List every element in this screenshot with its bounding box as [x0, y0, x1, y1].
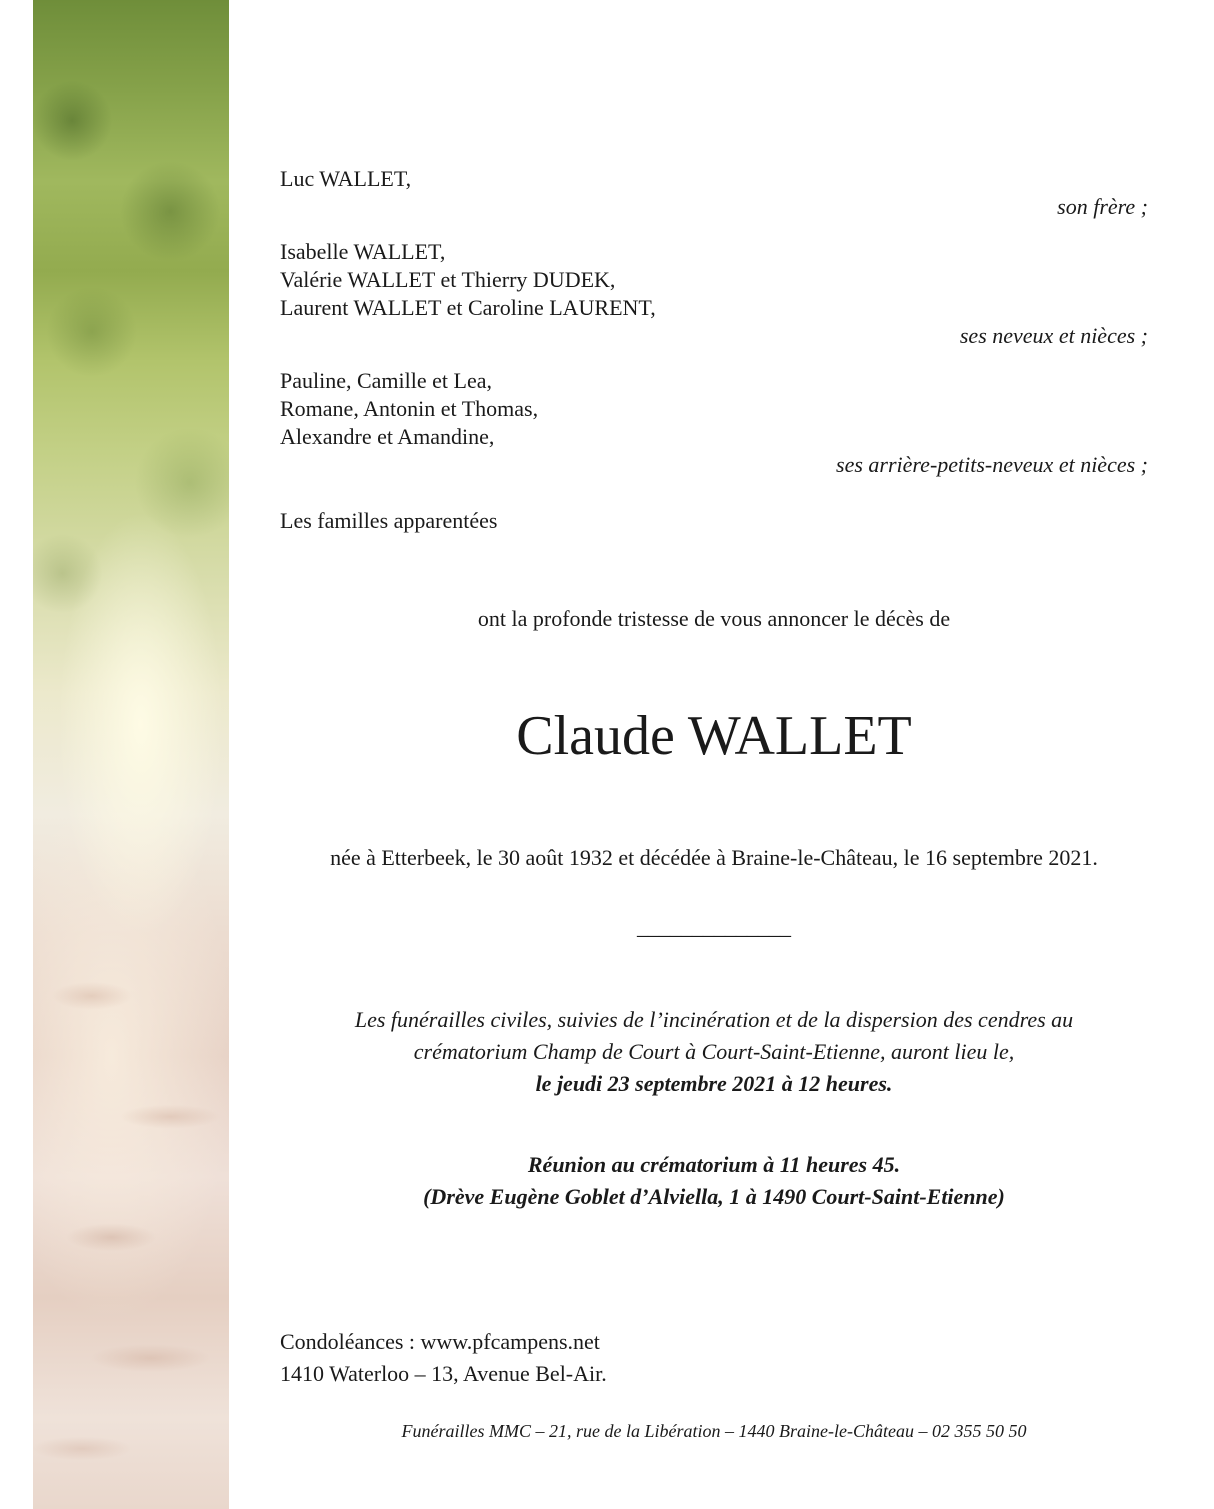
nephew-name: Laurent WALLET et Caroline LAURENT, [280, 295, 656, 320]
footer-line: Funérailles MMC – 21, rue de la Libération – 1440 Braine-le-Château – 02 355 50 50 [401, 1421, 1027, 1441]
condolences-address: 1410 Waterloo – 13, Avenue Bel-Air. [280, 1361, 607, 1386]
brother-relation: son frère ; [1057, 194, 1148, 219]
great-nephew-name: Alexandre et Amandine, [280, 424, 495, 449]
nephew-name: Isabelle WALLET, [280, 239, 446, 264]
deceased-name: Claude WALLET [516, 705, 912, 767]
separator-line: ______________ [637, 914, 791, 939]
families-line: Les familles apparentées [280, 508, 498, 533]
great-nephew-name: Pauline, Camille et Lea, [280, 368, 492, 393]
forest-path-image [33, 0, 229, 1509]
funeral-line-2: crématorium Champ de Court à Court-Saint-Etienne, auront lieu le, [413, 1039, 1015, 1064]
funeral-line-1: Les funérailles civiles, suivies de l’incinération et de la dispersion des cendres au [354, 1007, 1074, 1032]
meeting-time: Réunion au crématorium à 11 heures 45. [527, 1152, 901, 1177]
condolences-website: Condoléances : www.pfcampens.net [280, 1329, 600, 1354]
funeral-date: le jeudi 23 septembre 2021 à 12 heures. [535, 1071, 893, 1096]
nephews-relation: ses neveux et nièces ; [959, 323, 1148, 348]
great-nephews-relation: ses arrière-petits-neveux et nièces ; [836, 452, 1148, 477]
announcement-line: ont la profonde tristesse de vous annoncer le décès de [477, 606, 951, 631]
brother-name: Luc WALLET, [280, 166, 412, 191]
nephew-name: Valérie WALLET et Thierry DUDEK, [280, 267, 616, 292]
great-nephew-name: Romane, Antonin et Thomas, [280, 396, 539, 421]
birth-death-line: née à Etterbeek, le 30 août 1932 et décédée à Braine-le-Château, le 16 septembre 2021. [330, 845, 1098, 870]
meeting-address: (Drève Eugène Goblet d’Alviella, 1 à 1490 Court-Saint-Etienne) [423, 1184, 1005, 1209]
